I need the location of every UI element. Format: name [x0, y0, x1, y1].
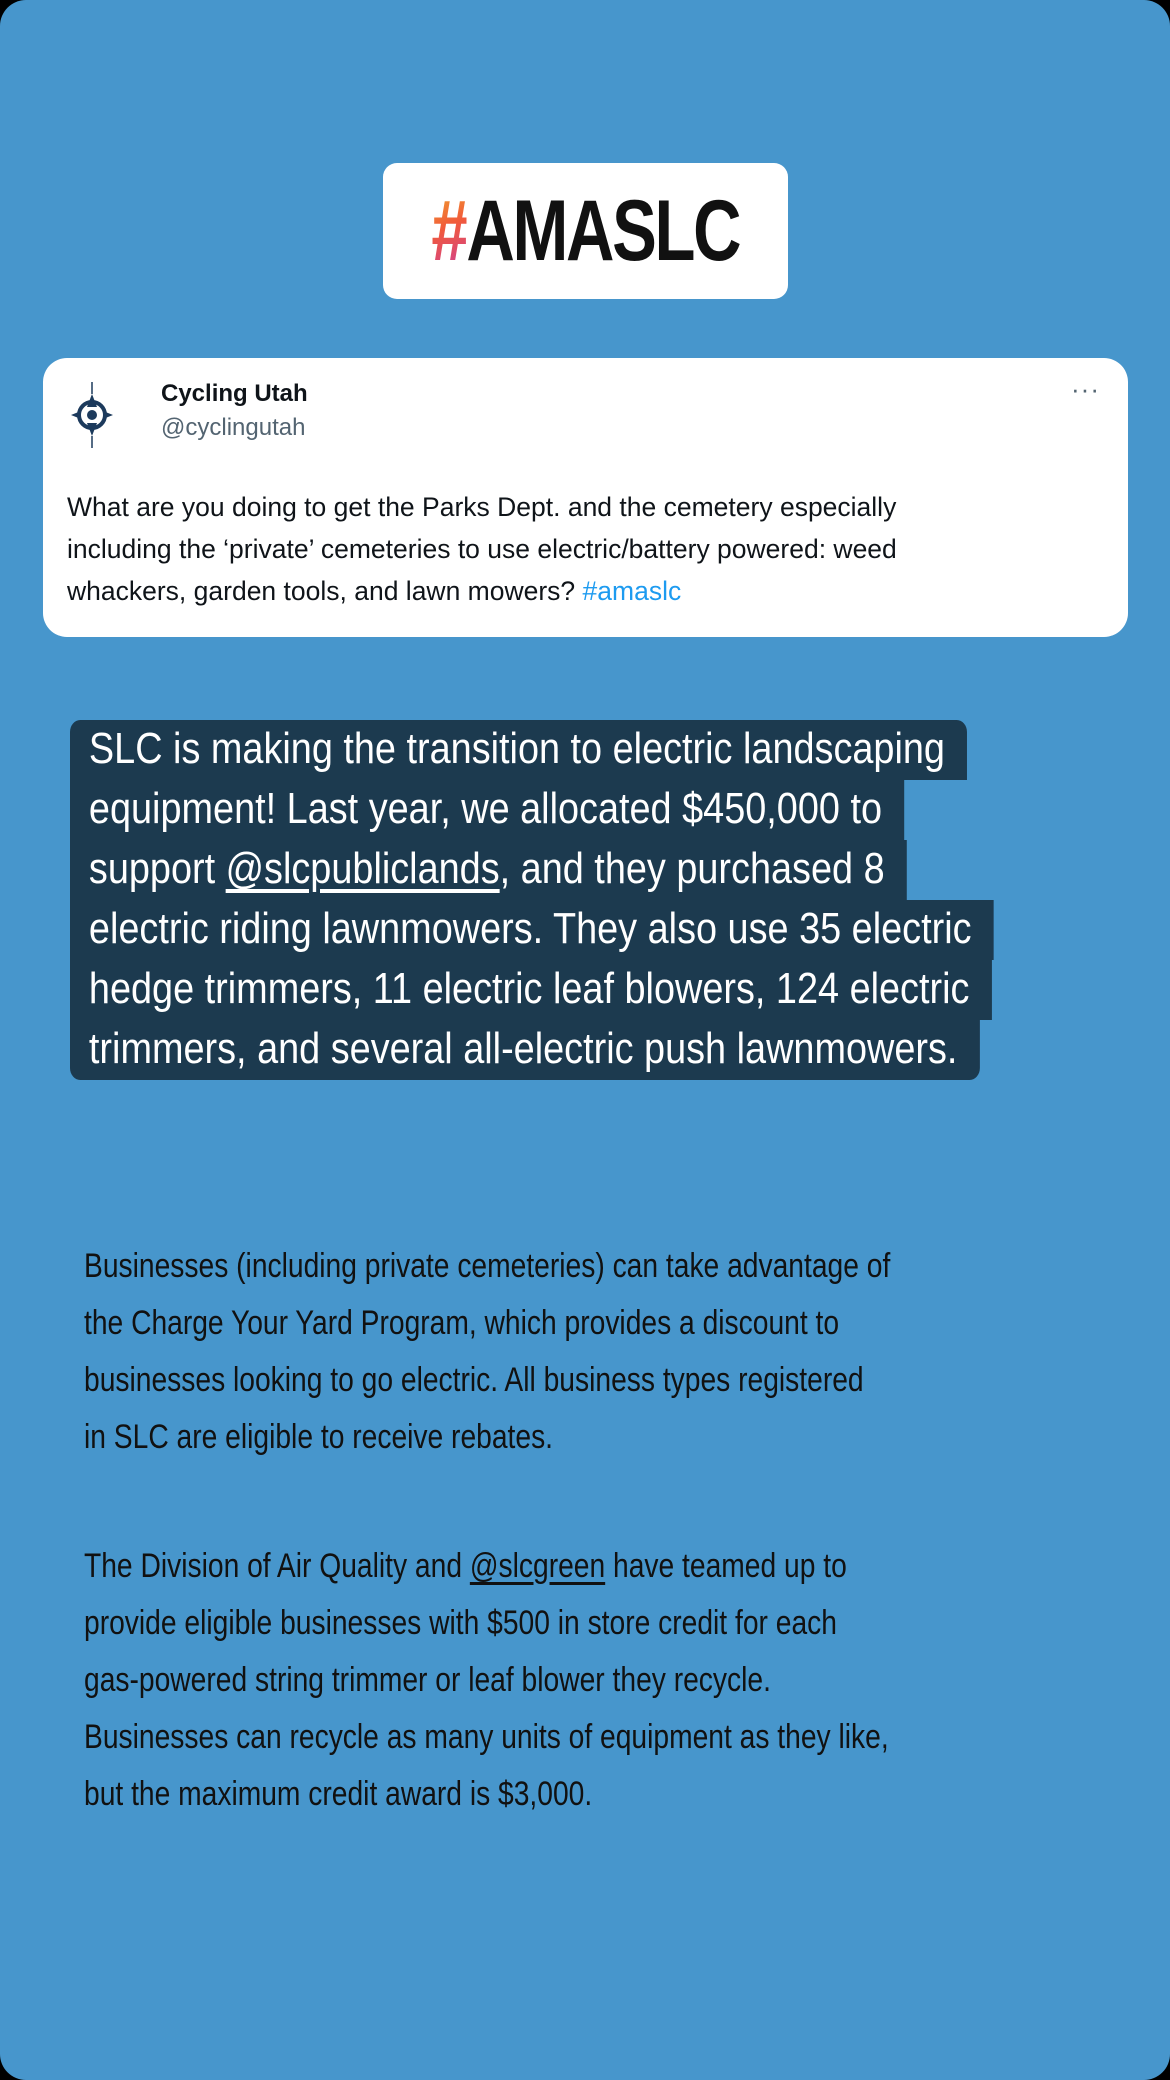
answer-line-text: equipment! Last year, we allocated $450,000 to	[88, 784, 883, 833]
more-options-icon[interactable]: ···	[1071, 374, 1100, 404]
answer-line	[70, 780, 904, 840]
slcgreen-mention[interactable]: @slcgreen	[469, 1547, 606, 1585]
recycling-credit-paragraph	[84, 1538, 1094, 1823]
paragraph-line: in SLC are eligible to receive rebates.	[84, 1418, 554, 1456]
answer-line-text: hedge trimmers, 11 electric leaf blowers, 124 electric	[88, 964, 970, 1013]
answer-line-text: SLC is making the transition to electric landscaping	[88, 724, 945, 773]
answer-line-text: trimmers, and several all-electric push lawnmowers.	[88, 1024, 958, 1073]
hashtag-sticker-text	[431, 183, 740, 279]
tweet-text	[67, 486, 1117, 612]
paragraph-line: the Charge Your Yard Program, which provides a discount to	[84, 1304, 840, 1342]
tweet-text-line	[67, 570, 1117, 612]
answer-line-text: electric riding lawnmowers. They also use 35 electric	[88, 904, 972, 953]
paragraph-line	[84, 1538, 922, 1595]
hashtag-sticker[interactable]	[383, 163, 788, 299]
paragraph-line: businesses looking to go electric. All business types registered	[84, 1361, 864, 1399]
tweet-text-line: What are you doing to get the Parks Dept. and the cemetery especially	[67, 492, 897, 522]
answer-line-text: support	[88, 844, 226, 893]
answer-line	[70, 720, 967, 780]
paragraph-line: Businesses can recycle as many units of equipment as they like,	[84, 1718, 889, 1756]
answer-line	[70, 1020, 980, 1080]
answer-line-text: , and they purchased 8	[499, 844, 885, 893]
slcpubliclands-mention[interactable]: @slcpubliclands	[225, 844, 500, 893]
paragraph-line: gas-powered string trimmer or leaf blower they recycle.	[84, 1661, 771, 1699]
answer-line	[70, 900, 994, 960]
tweet-text-fragment: whackers, garden tools, and lawn mowers?	[67, 576, 576, 606]
hashtag-symbol: #	[431, 183, 467, 279]
tweet-display-name[interactable]: Cycling Utah	[161, 380, 308, 407]
quoted-tweet-card[interactable]	[43, 358, 1128, 637]
paragraph-line: but the maximum credit award is $3,000.	[84, 1775, 593, 1813]
answer-text-block	[70, 720, 1102, 1080]
tweet-handle[interactable]: @cyclingutah	[161, 414, 306, 441]
paragraph-line: Businesses (including private cemeteries) can take advantage of	[84, 1247, 891, 1285]
charge-your-yard-paragraph	[84, 1238, 1094, 1466]
cycling-utah-logo-icon	[67, 380, 117, 450]
paragraph-line-text: have teamed up to	[605, 1547, 847, 1585]
paragraph-line-text: The Division of Air Quality and	[84, 1547, 470, 1585]
answer-line	[70, 840, 907, 900]
hashtag-label: AMASLC	[466, 183, 740, 279]
tweet-hashtag-link[interactable]: #amaslc	[582, 576, 682, 606]
paragraph-line: provide eligible businesses with $500 in store credit for each	[84, 1604, 837, 1642]
tweet-text-line: including the ‘private’ cemeteries to use electric/battery powered: weed	[67, 534, 897, 564]
answer-line	[70, 960, 992, 1020]
